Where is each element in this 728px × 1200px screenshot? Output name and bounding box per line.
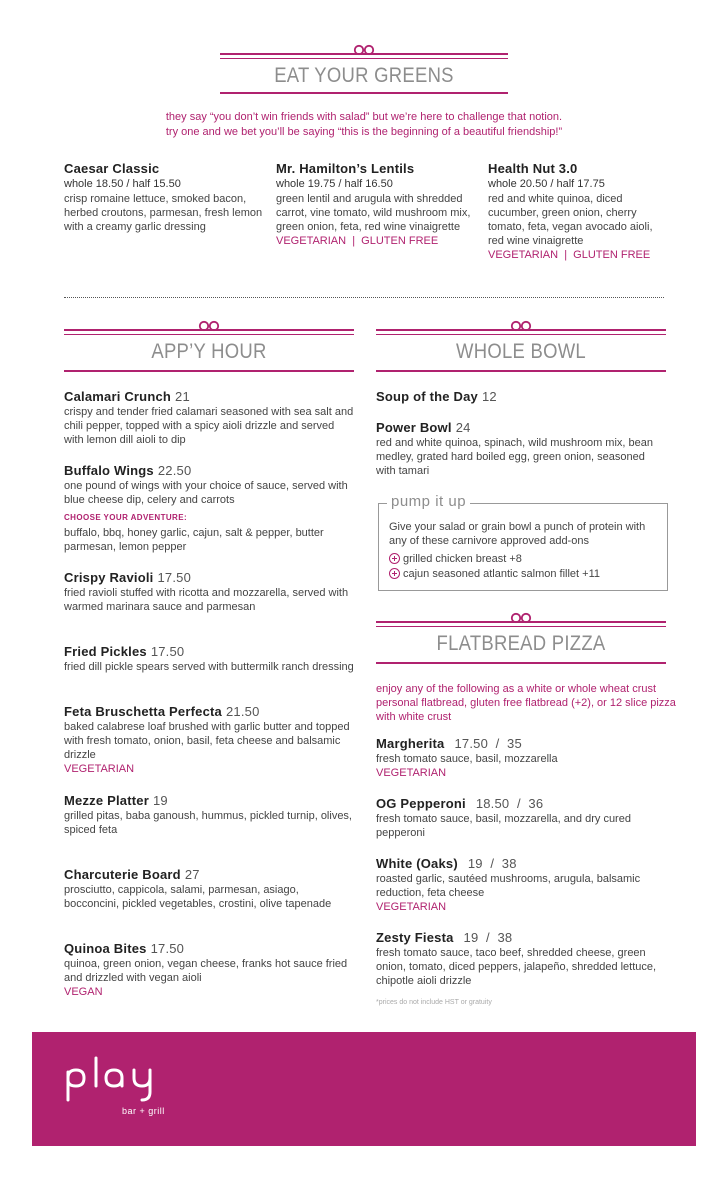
menu-item <box>64 868 354 911</box>
item-desc: fresh tomato sauce, basil, mozzarella, and dry cured pepperoni <box>376 813 631 839</box>
salad-item <box>488 162 666 262</box>
play-logo <box>62 1052 182 1104</box>
item-tag: VEGETARIAN <box>376 767 447 779</box>
item-name: Caesar Classic <box>64 161 160 176</box>
apps-header <box>64 320 354 372</box>
menu-item <box>376 737 666 780</box>
item-desc: one pound of wings with your choice of sauce, served with blue cheese dip, celery and carrots <box>64 480 348 506</box>
menu-item <box>64 390 354 447</box>
section-title: WHOLE BOWL <box>456 340 586 363</box>
greens-header <box>220 44 508 94</box>
footer-banner <box>32 1032 696 1146</box>
menu-item <box>376 857 666 914</box>
item-desc: grilled pitas, baba ganoush, hummus, pickled turnip, olives, spiced feta <box>64 810 352 836</box>
menu-item <box>376 931 666 988</box>
item-sizes: whole 18.50 / half 15.50 <box>64 178 181 190</box>
item-price: 19 <box>152 793 168 808</box>
salad-item <box>276 162 476 248</box>
item-desc: green lentil and arugula with shredded carrot, vine tomato, wild mushroom mix, green onion, feta, red wine vinaigrette <box>276 193 471 233</box>
addon-item: grilled chicken breast +8 <box>389 553 522 565</box>
item-tag: VEGETARIAN <box>64 763 135 775</box>
item-price: 17.50 <box>150 941 185 956</box>
salad-item <box>64 162 264 234</box>
item-desc: fried ravioli stuffed with ricotta and mozzarella, served with warmed marinara sauce and parmesan <box>64 587 349 613</box>
price-note: *prices do not include HST or gratuity <box>376 999 492 1006</box>
section-divider <box>64 297 664 298</box>
item-price: 22.50 <box>157 463 192 478</box>
item-desc: fresh tomato sauce, basil, mozzarella <box>376 753 558 765</box>
greens-intro: they say “you don’t win friends with salad” but we’re here to challenge that notion. try one and we bet you’ll be saying “this is the beginning of a beautiful friendship!” <box>165 111 563 138</box>
item-desc: red and white quinoa, spinach, wild mushroom mix, bean medley, grated hard boiled egg, green onion, seasoned with tamari <box>376 437 653 477</box>
item-desc: crispy and tender fried calamari seasoned with sea salt and chili pepper, topped with a spicy aioli drizzle and served with lemon dill aioli to dip <box>64 406 354 446</box>
item-price: 21.50 <box>225 704 260 719</box>
pump-it-up-box <box>378 493 668 591</box>
footer-tagline: bar + grill <box>122 1106 165 1116</box>
item-price: 17.50 <box>150 644 185 659</box>
item-price: 19 / 38 <box>463 930 513 945</box>
item-name: Calamari Crunch <box>64 389 172 404</box>
item-desc: baked calabrese loaf brushed with garlic butter and topped with fresh tomato, onion, basil, feta cheese and balsamic drizzle <box>64 721 350 761</box>
item-name: Feta Bruschetta Perfecta <box>64 704 222 719</box>
item-price: 27 <box>184 867 200 882</box>
item-name: Quinoa Bites <box>64 941 147 956</box>
item-name: Mr. Hamilton’s Lentils <box>276 161 415 176</box>
item-name: Charcuterie Board <box>64 867 181 882</box>
pump-title: pump it up <box>387 493 470 510</box>
item-tag: VEGETARIAN | GLUTEN FREE <box>488 249 651 261</box>
addon-item: cajun seasoned atlantic salmon fillet +11 <box>389 568 600 580</box>
item-name: Soup of the Day <box>376 389 478 404</box>
section-title: FLATBREAD PIZZA <box>436 632 606 655</box>
menu-item <box>376 421 666 478</box>
item-name: Buffalo Wings <box>64 463 154 478</box>
menu-item <box>376 390 666 404</box>
flatbread-header <box>376 612 666 664</box>
bowl-header <box>376 320 666 372</box>
item-name: White (Oaks) <box>376 856 458 871</box>
item-tag: VEGAN <box>64 986 103 998</box>
menu-item <box>64 464 354 554</box>
item-price: 17.50 <box>157 570 192 585</box>
menu-item <box>64 571 354 614</box>
item-desc: red and white quinoa, diced cucumber, green onion, cherry tomato, feta, vegan avocado aioli, red wine vinaigrette <box>488 193 653 247</box>
item-price: 19 / 38 <box>467 856 517 871</box>
menu-item <box>64 645 354 674</box>
item-sizes: whole 19.75 / half 16.50 <box>276 178 393 190</box>
item-name: Crispy Ravioli <box>64 570 154 585</box>
item-name: Power Bowl <box>376 420 452 435</box>
item-price: 17.50 / 35 <box>454 736 522 751</box>
item-price: 12 <box>481 389 497 404</box>
adventure-label: CHOOSE YOUR ADVENTURE: <box>64 513 188 522</box>
item-tag: VEGETARIAN <box>376 901 447 913</box>
item-name: OG Pepperoni <box>376 796 466 811</box>
item-name: Fried Pickles <box>64 644 147 659</box>
pump-text: Give your salad or grain bowl a punch of protein with any of these carnivore approved add-ons <box>389 521 646 547</box>
menu-item <box>64 705 354 776</box>
item-desc: prosciutto, cappicola, salami, parmesan, asiago, bocconcini, pickled vegetables, crostini, olive tapenade <box>64 884 332 910</box>
plus-circle-icon <box>389 553 400 564</box>
item-desc: fresh tomato sauce, taco beef, shredded cheese, green onion, tomato, diced peppers, jalapeño, shredded lettuce, chipotle aioli drizzle <box>376 947 657 987</box>
flatbread-intro: enjoy any of the following as a white or whole wheat crust personal flatbread, gluten free flatbread (+2), or 12 slice pizza with white crust <box>376 683 676 723</box>
item-price: 24 <box>455 420 471 435</box>
menu-item <box>64 942 354 999</box>
item-sizes: whole 20.50 / half 17.75 <box>488 178 605 190</box>
item-tag: VEGETARIAN | GLUTEN FREE <box>276 235 439 247</box>
adventure-options: buffalo, bbq, honey garlic, cajun, salt & pepper, butter parmesan, lemon pepper <box>64 527 324 553</box>
menu-item <box>64 794 354 837</box>
item-name: Zesty Fiesta <box>376 930 454 945</box>
item-name: Margherita <box>376 736 445 751</box>
item-desc: quinoa, green onion, vegan cheese, franks hot sauce fried and drizzled with vegan aioli <box>64 958 348 984</box>
item-desc: roasted garlic, sautéed mushrooms, arugula, balsamic reduction, feta cheese <box>376 873 641 899</box>
item-name: Mezze Platter <box>64 793 149 808</box>
item-name: Health Nut 3.0 <box>488 161 578 176</box>
plus-circle-icon <box>389 568 400 579</box>
section-title: APP’Y HOUR <box>151 340 267 363</box>
item-desc: crisp romaine lettuce, smoked bacon, herbed croutons, parmesan, fresh lemon with a creamy garlic dressing <box>64 193 263 233</box>
section-title: EAT YOUR GREENS <box>274 64 454 87</box>
item-price: 18.50 / 36 <box>475 796 544 811</box>
menu-item <box>376 797 666 840</box>
item-price: 21 <box>175 389 190 404</box>
item-desc: fried dill pickle spears served with buttermilk ranch dressing <box>64 661 354 673</box>
